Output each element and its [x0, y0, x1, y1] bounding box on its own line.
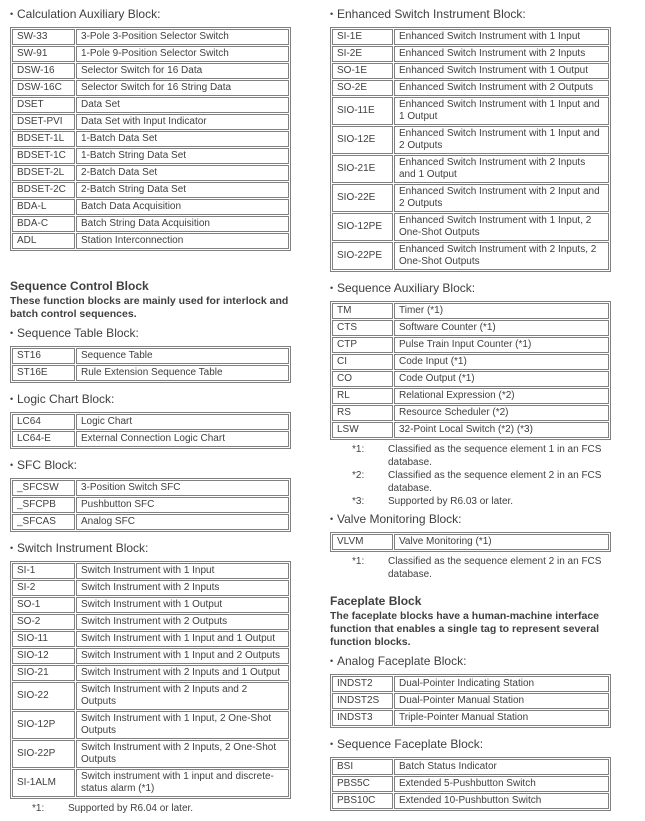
- block-code-cell: LC64: [12, 414, 75, 430]
- block-code-cell: SIO-22E: [332, 184, 393, 212]
- block-description-cell: Switch Instrument with 1 Input, 2 One-Shot Outputs: [76, 711, 289, 739]
- block-description-cell: Enhanced Switch Instrument with 1 Input and 2 Outputs: [394, 126, 609, 154]
- footnote-text: Classified as the sequence element 2 in an FCS database.: [388, 470, 602, 494]
- table-row: [12, 63, 289, 79]
- section-description: The faceplate blocks have a human-machine interface function that enables a single tag to represent several function blocks.: [330, 610, 600, 648]
- block-description-cell: Switch Instrument with 2 Inputs and 2 Outputs: [76, 682, 289, 710]
- block-code-cell: SI-2: [12, 580, 75, 596]
- block-description-cell: Batch Status Indicator: [394, 759, 609, 775]
- block-code-cell: SIO-12P: [12, 711, 75, 739]
- block-code-cell: SIO-11: [12, 631, 75, 647]
- block-description-cell: External Connection Logic Chart: [76, 431, 289, 447]
- table-row: [332, 155, 609, 183]
- block-description-cell: Batch String Data Acquisition: [76, 216, 289, 232]
- table-row: [332, 693, 609, 709]
- bullet-icon: •: [10, 460, 14, 470]
- table-row: [12, 711, 289, 739]
- block-code-cell: DSET: [12, 97, 75, 113]
- block-description-cell: Logic Chart: [76, 414, 289, 430]
- section-heading: Sequence Control Block: [10, 279, 149, 293]
- section-bullet-heading: [10, 541, 294, 555]
- block-description-cell: 1-Pole 9-Position Selector Switch: [76, 46, 289, 62]
- table-row: [12, 563, 289, 579]
- function-block-table: [10, 412, 291, 449]
- block-description-cell: Enhanced Switch Instrument with 1 Input: [394, 29, 609, 45]
- table-row: [12, 414, 289, 430]
- footnote-list: [330, 555, 614, 581]
- footnote: [10, 802, 294, 815]
- table-row: [12, 182, 289, 198]
- table-row: [332, 776, 609, 792]
- block-code-cell: BDSET-1L: [12, 131, 75, 147]
- footnote: [330, 555, 614, 581]
- function-block-table: [330, 301, 611, 440]
- bullet-heading-label: Enhanced Switch Instrument Block:: [337, 7, 526, 21]
- block-description-cell: Switch instrument with 1 input and discrete-status alarm (*1): [76, 769, 289, 797]
- table-row: [332, 676, 609, 692]
- bullet-icon: •: [330, 739, 334, 749]
- bullet-heading-label: Analog Faceplate Block:: [337, 654, 467, 668]
- table-row: [12, 114, 289, 130]
- block-code-cell: SIO-21: [12, 665, 75, 681]
- bullet-heading-label: Sequence Faceplate Block:: [337, 737, 484, 751]
- section-bullet-heading: [330, 654, 614, 668]
- block-code-cell: ST16E: [12, 365, 75, 381]
- block-code-cell: _SFCSW: [12, 480, 75, 496]
- table-row: [12, 480, 289, 496]
- bullet-icon: •: [10, 394, 14, 404]
- block-code-cell: SO-2E: [332, 80, 393, 96]
- bullet-heading-label: Sequence Table Block:: [17, 326, 139, 340]
- block-description-cell: Triple-Pointer Manual Station: [394, 710, 609, 726]
- block-code-cell: CTS: [332, 320, 393, 336]
- table-row: [332, 242, 609, 270]
- block-code-cell: SIO-12PE: [332, 213, 393, 241]
- table-row: [12, 165, 289, 181]
- table-row: [12, 131, 289, 147]
- left-column: [10, 7, 294, 815]
- table-row: [12, 580, 289, 596]
- block-description-cell: Switch Instrument with 2 Outputs: [76, 614, 289, 630]
- block-description-cell: Batch Data Acquisition: [76, 199, 289, 215]
- footnote-text: Classified as the sequence element 2 in an FCS database.: [388, 556, 602, 580]
- block-code-cell: _SFCPB: [12, 497, 75, 513]
- function-block-table: [10, 478, 291, 532]
- block-code-cell: RL: [332, 388, 393, 404]
- block-description-cell: Timer (*1): [394, 303, 609, 319]
- function-block-table: [10, 346, 291, 383]
- table-row: [12, 199, 289, 215]
- block-description-cell: Enhanced Switch Instrument with 1 Output: [394, 63, 609, 79]
- block-description-cell: Analog SFC: [76, 514, 289, 530]
- block-description-cell: Enhanced Switch Instrument with 1 Input, 2 One-Shot Outputs: [394, 213, 609, 241]
- table-row: [332, 126, 609, 154]
- block-description-cell: Rule Extension Sequence Table: [76, 365, 289, 381]
- block-code-cell: ADL: [12, 233, 75, 249]
- block-code-cell: SO-2: [12, 614, 75, 630]
- table-row: [12, 665, 289, 681]
- block-code-cell: INDST2S: [332, 693, 393, 709]
- block-description-cell: Switch Instrument with 2 Inputs and 1 Output: [76, 665, 289, 681]
- table-row: [12, 233, 289, 249]
- block-description-cell: Sequence Table: [76, 348, 289, 364]
- block-code-cell: SIO-12: [12, 648, 75, 664]
- block-code-cell: DSW-16C: [12, 80, 75, 96]
- block-code-cell: VLVM: [332, 534, 393, 550]
- block-code-cell: SIO-12E: [332, 126, 393, 154]
- function-block-table: [10, 27, 291, 251]
- table-row: [12, 348, 289, 364]
- table-row: [332, 793, 609, 809]
- block-description-cell: Enhanced Switch Instrument with 2 Inputs: [394, 46, 609, 62]
- block-code-cell: INDST2: [332, 676, 393, 692]
- function-block-table: [330, 674, 611, 728]
- block-code-cell: BDSET-2L: [12, 165, 75, 181]
- table-row: [12, 769, 289, 797]
- block-description-cell: 2-Batch String Data Set: [76, 182, 289, 198]
- block-description-cell: Switch Instrument with 2 Inputs, 2 One-Shot Outputs: [76, 740, 289, 768]
- table-row: [12, 648, 289, 664]
- footnote-text: Classified as the sequence element 1 in an FCS database.: [388, 444, 602, 468]
- table-row: [332, 388, 609, 404]
- section-bullet-heading: [10, 326, 294, 340]
- block-description-cell: Software Counter (*1): [394, 320, 609, 336]
- bullet-icon: •: [330, 656, 334, 666]
- function-block-table: [330, 757, 611, 811]
- right-column: [330, 7, 614, 811]
- section-bullet-heading: [330, 512, 614, 526]
- footnote-label: *1:: [32, 803, 45, 814]
- block-description-cell: Enhanced Switch Instrument with 2 Inputs, 2 One-Shot Outputs: [394, 242, 609, 270]
- bullet-heading-label: Calculation Auxiliary Block:: [17, 7, 161, 21]
- block-description-cell: Data Set with Input Indicator: [76, 114, 289, 130]
- bullet-heading-label: Logic Chart Block:: [17, 392, 115, 406]
- block-description-cell: Selector Switch for 16 String Data: [76, 80, 289, 96]
- block-description-cell: 2-Batch Data Set: [76, 165, 289, 181]
- block-code-cell: SW-91: [12, 46, 75, 62]
- table-row: [332, 46, 609, 62]
- footnote-label: *1:: [352, 444, 365, 455]
- table-row: [332, 320, 609, 336]
- table-row: [12, 514, 289, 530]
- block-description-cell: 3-Pole 3-Position Selector Switch: [76, 29, 289, 45]
- footnote: [330, 443, 614, 469]
- block-code-cell: SO-1: [12, 597, 75, 613]
- block-code-cell: BSI: [332, 759, 393, 775]
- footnote-text: Supported by R6.03 or later.: [388, 496, 514, 507]
- block-description-cell: Pulse Train Input Counter (*1): [394, 337, 609, 353]
- table-row: [12, 631, 289, 647]
- table-row: [12, 216, 289, 232]
- bullet-icon: •: [330, 9, 334, 19]
- block-code-cell: DSET-PVI: [12, 114, 75, 130]
- table-row: [12, 46, 289, 62]
- block-code-cell: SI-2E: [332, 46, 393, 62]
- function-block-table: [330, 532, 611, 552]
- block-code-cell: SI-1E: [332, 29, 393, 45]
- block-description-cell: Switch Instrument with 1 Input and 2 Outputs: [76, 648, 289, 664]
- table-row: [12, 80, 289, 96]
- block-description-cell: Extended 10-Pushbutton Switch: [394, 793, 609, 809]
- block-description-cell: 1-Batch Data Set: [76, 131, 289, 147]
- footnote-list: [10, 802, 294, 815]
- footnote-list: [330, 443, 614, 508]
- table-row: [332, 97, 609, 125]
- block-description-cell: Switch Instrument with 2 Inputs: [76, 580, 289, 596]
- table-row: [12, 740, 289, 768]
- block-code-cell: PBS5C: [332, 776, 393, 792]
- footnote: [330, 495, 614, 508]
- bullet-heading-label: Sequence Auxiliary Block:: [337, 281, 476, 295]
- block-code-cell: CO: [332, 371, 393, 387]
- bullet-heading-label: SFC Block:: [17, 458, 78, 472]
- block-description-cell: Relational Expression (*2): [394, 388, 609, 404]
- table-row: [332, 80, 609, 96]
- block-code-cell: SO-1E: [332, 63, 393, 79]
- bullet-icon: •: [10, 9, 14, 19]
- section-bullet-heading: [330, 281, 614, 295]
- function-block-table: [330, 27, 611, 272]
- block-description-cell: 1-Batch String Data Set: [76, 148, 289, 164]
- table-row: [12, 682, 289, 710]
- footnote-label: *2:: [352, 470, 365, 481]
- table-row: [12, 148, 289, 164]
- block-description-cell: Pushbutton SFC: [76, 497, 289, 513]
- bullet-heading-label: Valve Monitoring Block:: [337, 512, 462, 526]
- table-row: [332, 371, 609, 387]
- table-row: [332, 354, 609, 370]
- section-bullet-heading: [10, 7, 294, 21]
- footnote: [330, 469, 614, 495]
- block-code-cell: CI: [332, 354, 393, 370]
- block-description-cell: Code Input (*1): [394, 354, 609, 370]
- block-description-cell: Code Output (*1): [394, 371, 609, 387]
- table-row: [12, 97, 289, 113]
- section-bullet-heading: [10, 458, 294, 472]
- block-description-cell: Switch Instrument with 1 Output: [76, 597, 289, 613]
- table-row: [12, 597, 289, 613]
- block-code-cell: PBS10C: [332, 793, 393, 809]
- table-row: [332, 184, 609, 212]
- block-description-cell: Data Set: [76, 97, 289, 113]
- block-code-cell: LC64-E: [12, 431, 75, 447]
- section-bullet-heading: [330, 737, 614, 751]
- section-bullet-heading: [330, 7, 614, 21]
- block-description-cell: Valve Monitoring (*1): [394, 534, 609, 550]
- table-row: [332, 710, 609, 726]
- block-description-cell: Resource Scheduler (*2): [394, 405, 609, 421]
- block-code-cell: DSW-16: [12, 63, 75, 79]
- block-description-cell: 32-Point Local Switch (*2) (*3): [394, 422, 609, 438]
- block-code-cell: CTP: [332, 337, 393, 353]
- block-code-cell: BDSET-2C: [12, 182, 75, 198]
- bullet-icon: •: [10, 328, 14, 338]
- block-description-cell: Dual-Pointer Manual Station: [394, 693, 609, 709]
- block-code-cell: ST16: [12, 348, 75, 364]
- block-description-cell: Station Interconnection: [76, 233, 289, 249]
- section-heading: Faceplate Block: [330, 594, 422, 608]
- block-code-cell: SI-1ALM: [12, 769, 75, 797]
- section-bullet-heading: [10, 392, 294, 406]
- bullet-heading-label: Switch Instrument Block:: [17, 541, 149, 555]
- table-row: [332, 759, 609, 775]
- table-row: [12, 497, 289, 513]
- table-row: [332, 405, 609, 421]
- bullet-icon: •: [10, 543, 14, 553]
- block-description-cell: Switch Instrument with 1 Input: [76, 563, 289, 579]
- table-row: [332, 534, 609, 550]
- footnote-label: *1:: [352, 556, 365, 567]
- table-row: [332, 213, 609, 241]
- table-row: [332, 63, 609, 79]
- block-description-cell: Extended 5-Pushbutton Switch: [394, 776, 609, 792]
- block-description-cell: Dual-Pointer Indicating Station: [394, 676, 609, 692]
- block-code-cell: LSW: [332, 422, 393, 438]
- bullet-icon: •: [330, 514, 334, 524]
- block-description-cell: Enhanced Switch Instrument with 1 Input and 1 Output: [394, 97, 609, 125]
- table-row: [332, 422, 609, 438]
- block-description-cell: Enhanced Switch Instrument with 2 Outputs: [394, 80, 609, 96]
- block-code-cell: SIO-21E: [332, 155, 393, 183]
- block-code-cell: SIO-22: [12, 682, 75, 710]
- table-row: [12, 365, 289, 381]
- block-code-cell: BDA-C: [12, 216, 75, 232]
- block-description-cell: Switch Instrument with 1 Input and 1 Output: [76, 631, 289, 647]
- block-code-cell: BDA-L: [12, 199, 75, 215]
- block-description-cell: 3-Position Switch SFC: [76, 480, 289, 496]
- table-row: [332, 337, 609, 353]
- block-code-cell: INDST3: [332, 710, 393, 726]
- table-row: [332, 303, 609, 319]
- block-code-cell: SIO-11E: [332, 97, 393, 125]
- block-description-cell: Selector Switch for 16 Data: [76, 63, 289, 79]
- block-code-cell: SIO-22PE: [332, 242, 393, 270]
- block-code-cell: TM: [332, 303, 393, 319]
- table-row: [12, 29, 289, 45]
- block-description-cell: Enhanced Switch Instrument with 2 Inputs and 1 Output: [394, 155, 609, 183]
- table-row: [332, 29, 609, 45]
- block-code-cell: SW-33: [12, 29, 75, 45]
- block-code-cell: SIO-22P: [12, 740, 75, 768]
- table-row: [12, 614, 289, 630]
- footnote-text: Supported by R6.04 or later.: [68, 803, 194, 814]
- block-description-cell: Enhanced Switch Instrument with 2 Input and 2 Outputs: [394, 184, 609, 212]
- footnote-label: *3:: [352, 496, 365, 507]
- bullet-icon: •: [330, 283, 334, 293]
- block-code-cell: SI-1: [12, 563, 75, 579]
- block-code-cell: BDSET-1C: [12, 148, 75, 164]
- block-code-cell: RS: [332, 405, 393, 421]
- section-description: These function blocks are mainly used for interlock and batch control sequences.: [10, 295, 289, 320]
- table-row: [12, 431, 289, 447]
- block-code-cell: _SFCAS: [12, 514, 75, 530]
- function-block-table: [10, 561, 291, 799]
